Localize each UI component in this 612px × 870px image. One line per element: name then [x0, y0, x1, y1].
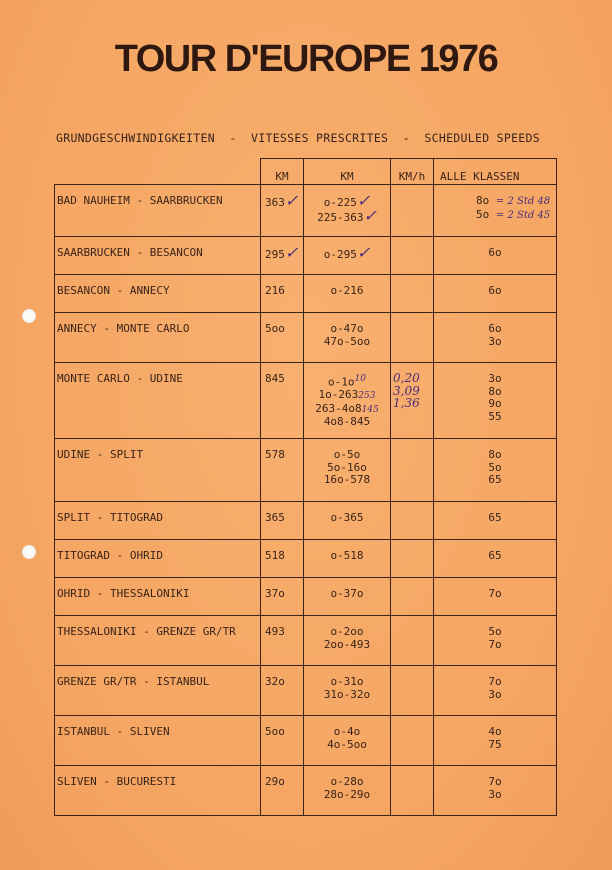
handwritten-note: 1,36: [393, 396, 420, 410]
range-value: o-225: [323, 196, 357, 209]
speed-value: 55: [488, 409, 502, 423]
kmh-cell: [391, 313, 434, 363]
kmh-cell: [391, 540, 434, 578]
km-value: 295: [265, 248, 285, 261]
speed-value: 5o: [488, 460, 502, 474]
range-value: 28o-29o: [323, 787, 371, 801]
route-cell: BAD NAUHEIM - SAARBRUCKEN: [55, 185, 261, 237]
document-subtitle: GRUNDGESCHWINDIGKEITEN - VITESSES PRESCRITES - SCHEDULED SPEEDS: [56, 131, 540, 145]
route-cell: ISTANBUL - SLIVEN: [55, 716, 261, 766]
handwritten-note: = 2 Std 45: [495, 209, 551, 221]
speed-value: 6o: [488, 284, 502, 297]
route-cell: TITOGRAD - OHRID: [55, 540, 261, 578]
range-cell: [304, 185, 391, 237]
kmh-cell: [391, 716, 434, 766]
speed-value: 8o: [488, 384, 502, 398]
km-cell: 5oo: [261, 716, 304, 766]
range-value: o-365: [330, 511, 364, 524]
speed-value: 6o: [488, 246, 502, 259]
header-kmh: KM/h: [391, 159, 434, 185]
range-value: 47o-5oo: [323, 334, 371, 348]
speed-cell: [434, 363, 557, 439]
table-row: [55, 666, 557, 716]
speed-value: 7o: [488, 675, 502, 688]
speed-cell: [434, 237, 557, 275]
speed-cell: [434, 716, 557, 766]
speed-cell: [434, 275, 557, 313]
table-row: [55, 237, 557, 275]
range-value: 263-4o8: [315, 401, 362, 415]
kmh-cell: [391, 616, 434, 666]
check-mark-icon: ✓: [284, 243, 299, 262]
speed-value: 7o: [488, 587, 502, 600]
handwritten-note: 253: [358, 391, 376, 402]
kmh-cell: [391, 578, 434, 616]
range-cell: [304, 666, 391, 716]
km-cell: [261, 237, 304, 275]
handwritten-note: = 2 Std 48: [495, 196, 551, 207]
speed-value: 65: [488, 511, 502, 524]
speed-value: 5o: [476, 207, 490, 221]
table-row: [55, 616, 557, 666]
check-mark-icon: ✓: [356, 243, 371, 262]
route-cell: OHRID - THESSALONIKI: [55, 578, 261, 616]
document-title: TOUR D'EUROPE 1976: [114, 38, 498, 80]
km-cell: [261, 185, 304, 237]
kmh-cell: [391, 666, 434, 716]
header-km-range: KM: [304, 159, 391, 185]
speed-cell: [434, 540, 557, 578]
route-cell: SLIVEN - BUCURESTI: [55, 766, 261, 816]
range-value: 31o-32o: [323, 687, 371, 701]
speed-value: 3o: [488, 687, 502, 701]
range-value: o-28o: [330, 775, 364, 788]
header-speed: ALLE KLASSEN: [434, 159, 557, 185]
speed-value: 65: [488, 473, 502, 486]
km-cell: 29o: [261, 766, 304, 816]
table-row: [55, 578, 557, 616]
check-mark-icon: ✓: [356, 191, 371, 210]
route-cell: GRENZE GR/TR - ISTANBUL: [55, 666, 261, 716]
kmh-cell: [391, 237, 434, 275]
kmh-cell: [391, 766, 434, 816]
speed-value: 3o: [488, 787, 502, 801]
km-cell: 845: [261, 363, 304, 439]
range-value: o-518: [330, 549, 364, 562]
speed-value: 8o: [476, 194, 490, 207]
handwritten-note: 0,20: [393, 371, 420, 385]
table-row: [55, 540, 557, 578]
range-cell: [304, 363, 391, 439]
header-km: KM: [261, 159, 304, 185]
speed-cell: [434, 766, 557, 816]
range-value: 4o8-845: [323, 415, 371, 429]
range-value: o-5o: [333, 448, 361, 461]
speed-value: 4o: [488, 725, 502, 738]
km-cell: 493: [261, 616, 304, 666]
speed-value: 3o: [488, 334, 502, 348]
range-cell: [304, 766, 391, 816]
range-cell: [304, 540, 391, 578]
kmh-cell: [391, 363, 434, 439]
punch-hole-bottom: [22, 545, 36, 559]
table-row: [55, 766, 557, 816]
route-cell: THESSALONIKI - GRENZE GR/TR: [55, 616, 261, 666]
speed-value: 75: [488, 737, 502, 751]
check-mark-icon: ✓: [284, 191, 299, 210]
km-cell: 518: [261, 540, 304, 578]
handwritten-note: 10: [354, 374, 366, 384]
route-cell: UDINE - SPLIT: [55, 439, 261, 502]
route-cell: MONTE CARLO - UDINE: [55, 363, 261, 439]
kmh-cell: [391, 439, 434, 502]
speed-cell: [434, 185, 557, 237]
km-value: 363: [265, 196, 285, 209]
table-row: [55, 363, 557, 439]
range-cell: [304, 502, 391, 540]
km-cell: 578: [261, 439, 304, 502]
range-value: o-47o: [330, 322, 364, 335]
km-cell: 216: [261, 275, 304, 313]
range-value: o-4o: [333, 725, 361, 738]
range-value: 4o-5oo: [327, 737, 367, 751]
table-row: [55, 275, 557, 313]
speed-value: 9o: [488, 397, 502, 410]
range-value: o-216: [330, 284, 364, 297]
range-cell: [304, 313, 391, 363]
km-cell: 32o: [261, 666, 304, 716]
table-row: [55, 502, 557, 540]
range-value: o-295: [323, 248, 357, 261]
speed-value: 8o: [488, 448, 502, 461]
range-value: o-1o: [328, 375, 355, 389]
speed-table: [54, 158, 557, 816]
range-cell: [304, 616, 391, 666]
handwritten-note: 145: [361, 404, 379, 415]
kmh-cell: [391, 185, 434, 237]
km-cell: 5oo: [261, 313, 304, 363]
route-cell: ANNECY - MONTE CARLO: [55, 313, 261, 363]
range-value: o-37o: [330, 587, 364, 600]
speed-cell: [434, 666, 557, 716]
range-value: 1o-263: [318, 388, 359, 402]
speed-cell: [434, 578, 557, 616]
range-cell: [304, 716, 391, 766]
range-cell: [304, 578, 391, 616]
speed-value: 7o: [488, 637, 502, 651]
range-cell: [304, 237, 391, 275]
table-row: [55, 185, 557, 237]
range-cell: [304, 275, 391, 313]
table-row: [55, 439, 557, 502]
range-cell: [304, 439, 391, 502]
speed-value: 3o: [488, 372, 502, 385]
table-row: [55, 716, 557, 766]
table-header-row: [55, 159, 557, 185]
speed-value: 5o: [488, 625, 502, 638]
table-row: [55, 313, 557, 363]
speed-cell: [434, 502, 557, 540]
speed-value: 6o: [488, 322, 502, 335]
speed-cell: [434, 313, 557, 363]
range-value: 225-363: [317, 210, 364, 224]
check-mark-icon: ✓: [363, 205, 377, 225]
speed-cell: [434, 439, 557, 502]
km-cell: 37o: [261, 578, 304, 616]
range-value: 5o-16o: [327, 460, 367, 474]
km-cell: 365: [261, 502, 304, 540]
punch-hole-top: [22, 309, 36, 323]
speed-cell: [434, 616, 557, 666]
kmh-cell: [391, 275, 434, 313]
range-value: o-2oo: [330, 625, 364, 638]
speed-value: 7o: [488, 775, 502, 788]
route-cell: SAARBRUCKEN - BESANCON: [55, 237, 261, 275]
handwritten-note: 3,09: [393, 383, 420, 398]
kmh-cell: [391, 502, 434, 540]
route-cell: BESANCON - ANNECY: [55, 275, 261, 313]
route-cell: SPLIT - TITOGRAD: [55, 502, 261, 540]
header-route-cell: [55, 159, 261, 185]
range-value: 2oo-493: [323, 637, 371, 651]
speed-value: 65: [488, 549, 502, 562]
range-value: o-31o: [330, 675, 364, 688]
range-value: 16o-578: [323, 473, 371, 486]
